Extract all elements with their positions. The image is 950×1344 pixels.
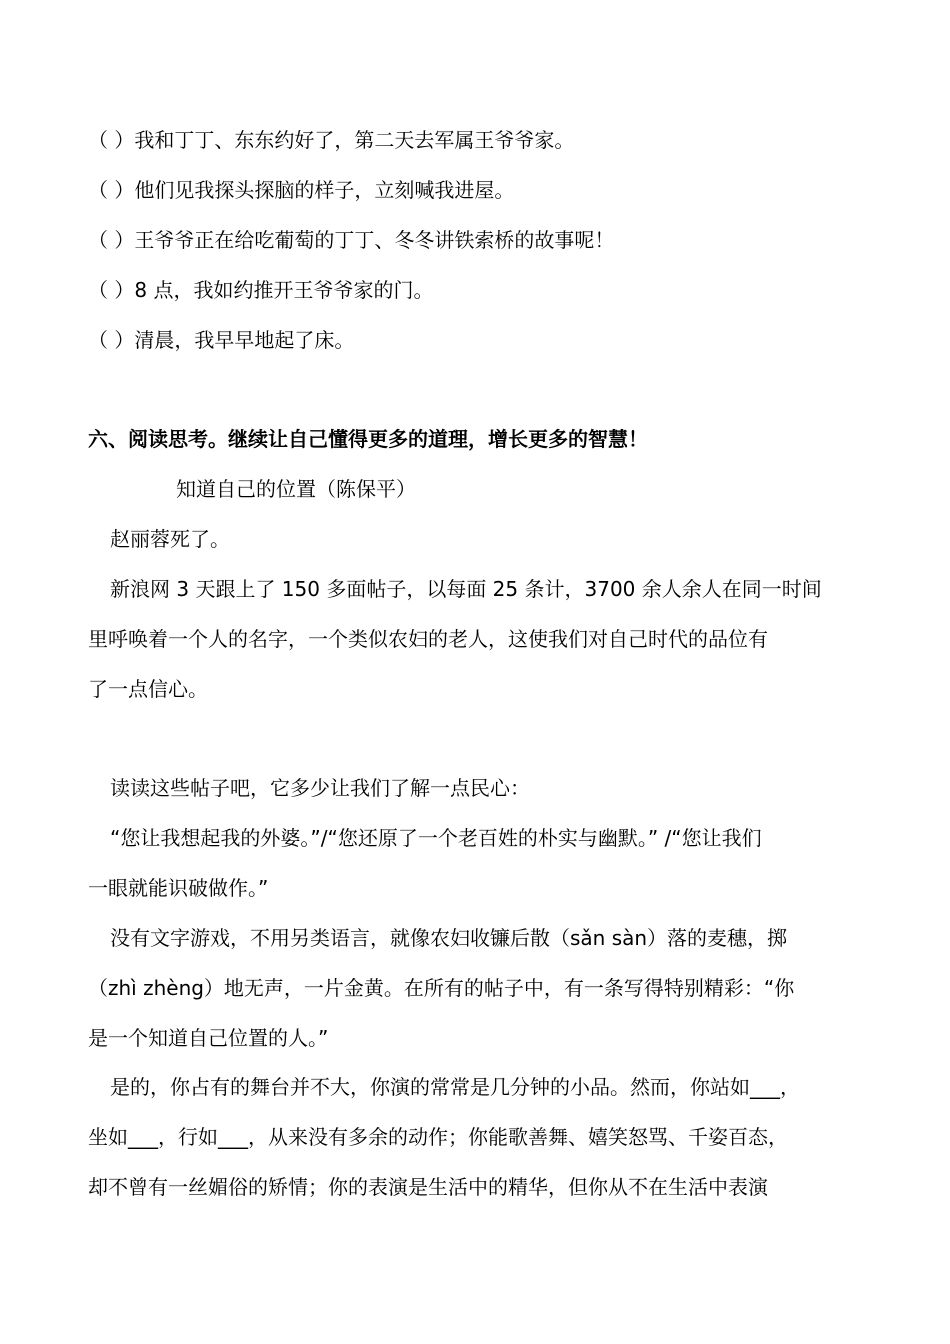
paragraph-line: 赵丽蓉死了。 [110,527,230,551]
order-item: （ ）他们见我探头探脑的样子，立刻喊我进屋。 [88,178,515,202]
order-item: （ ）王爷爷正在给吃葡萄的丁丁、冬冬讲铁索桥的故事呢！ [88,228,615,252]
paragraph-line: 坐如___，行如___，从来没有多余的动作；你能歌善舞、嬉笑怒骂、千姿百态， [88,1125,788,1149]
paragraph-line: 是的，你占有的舞台并不大，你演的常常是几分钟的小品。然而，你站如___， [110,1075,800,1099]
paragraph-line: 一眼就能识破做作。” [88,876,269,900]
paragraph-line: 了一点信心。 [88,677,208,701]
order-item: （ ）8 点，我如约推开王爷爷家的门。 [88,278,434,302]
paragraph-line: 却不曾有一丝媚俗的矫情；你的表演是生活中的精华，但你从不在生活中表演 [88,1175,768,1199]
paragraph-line: 新浪网 3 天跟上了 150 多面帖子，以每面 25 条计，3700 余人余人在同一时间 [110,577,822,601]
paragraph-line: （zhì zhèng）地无声，一片金黄。在所有的帖子中，有一条写得特别精彩：“你 [88,976,795,1000]
section-heading: 六、阅读思考。继续让自己懂得更多的道理，增长更多的智慧！ [88,427,648,451]
paragraph-line: 是一个知道自己位置的人。” [88,1026,329,1050]
article-title: 知道自己的位置（陈保平） [176,477,416,501]
paragraph-line: 没有文字游戏，不用另类语言，就像农妇收镰后散（sǎn sàn）落的麦穗，掷 [110,926,788,950]
paragraph-line: 读读这些帖子吧，它多少让我们了解一点民心： [110,776,530,800]
paragraph-line: 里呼唤着一个人的名字，一个类似农妇的老人，这使我们对自己时代的品位有 [88,627,768,651]
paragraph-line: “您让我想起我的外婆。”/“您还原了一个老百姓的朴实与幽默。” /“您让我们 [110,826,762,850]
order-item: （ ）我和丁丁、东东约好了，第二天去军属王爷爷家。 [88,128,575,152]
order-item: （ ）清晨，我早早地起了床。 [88,328,355,352]
